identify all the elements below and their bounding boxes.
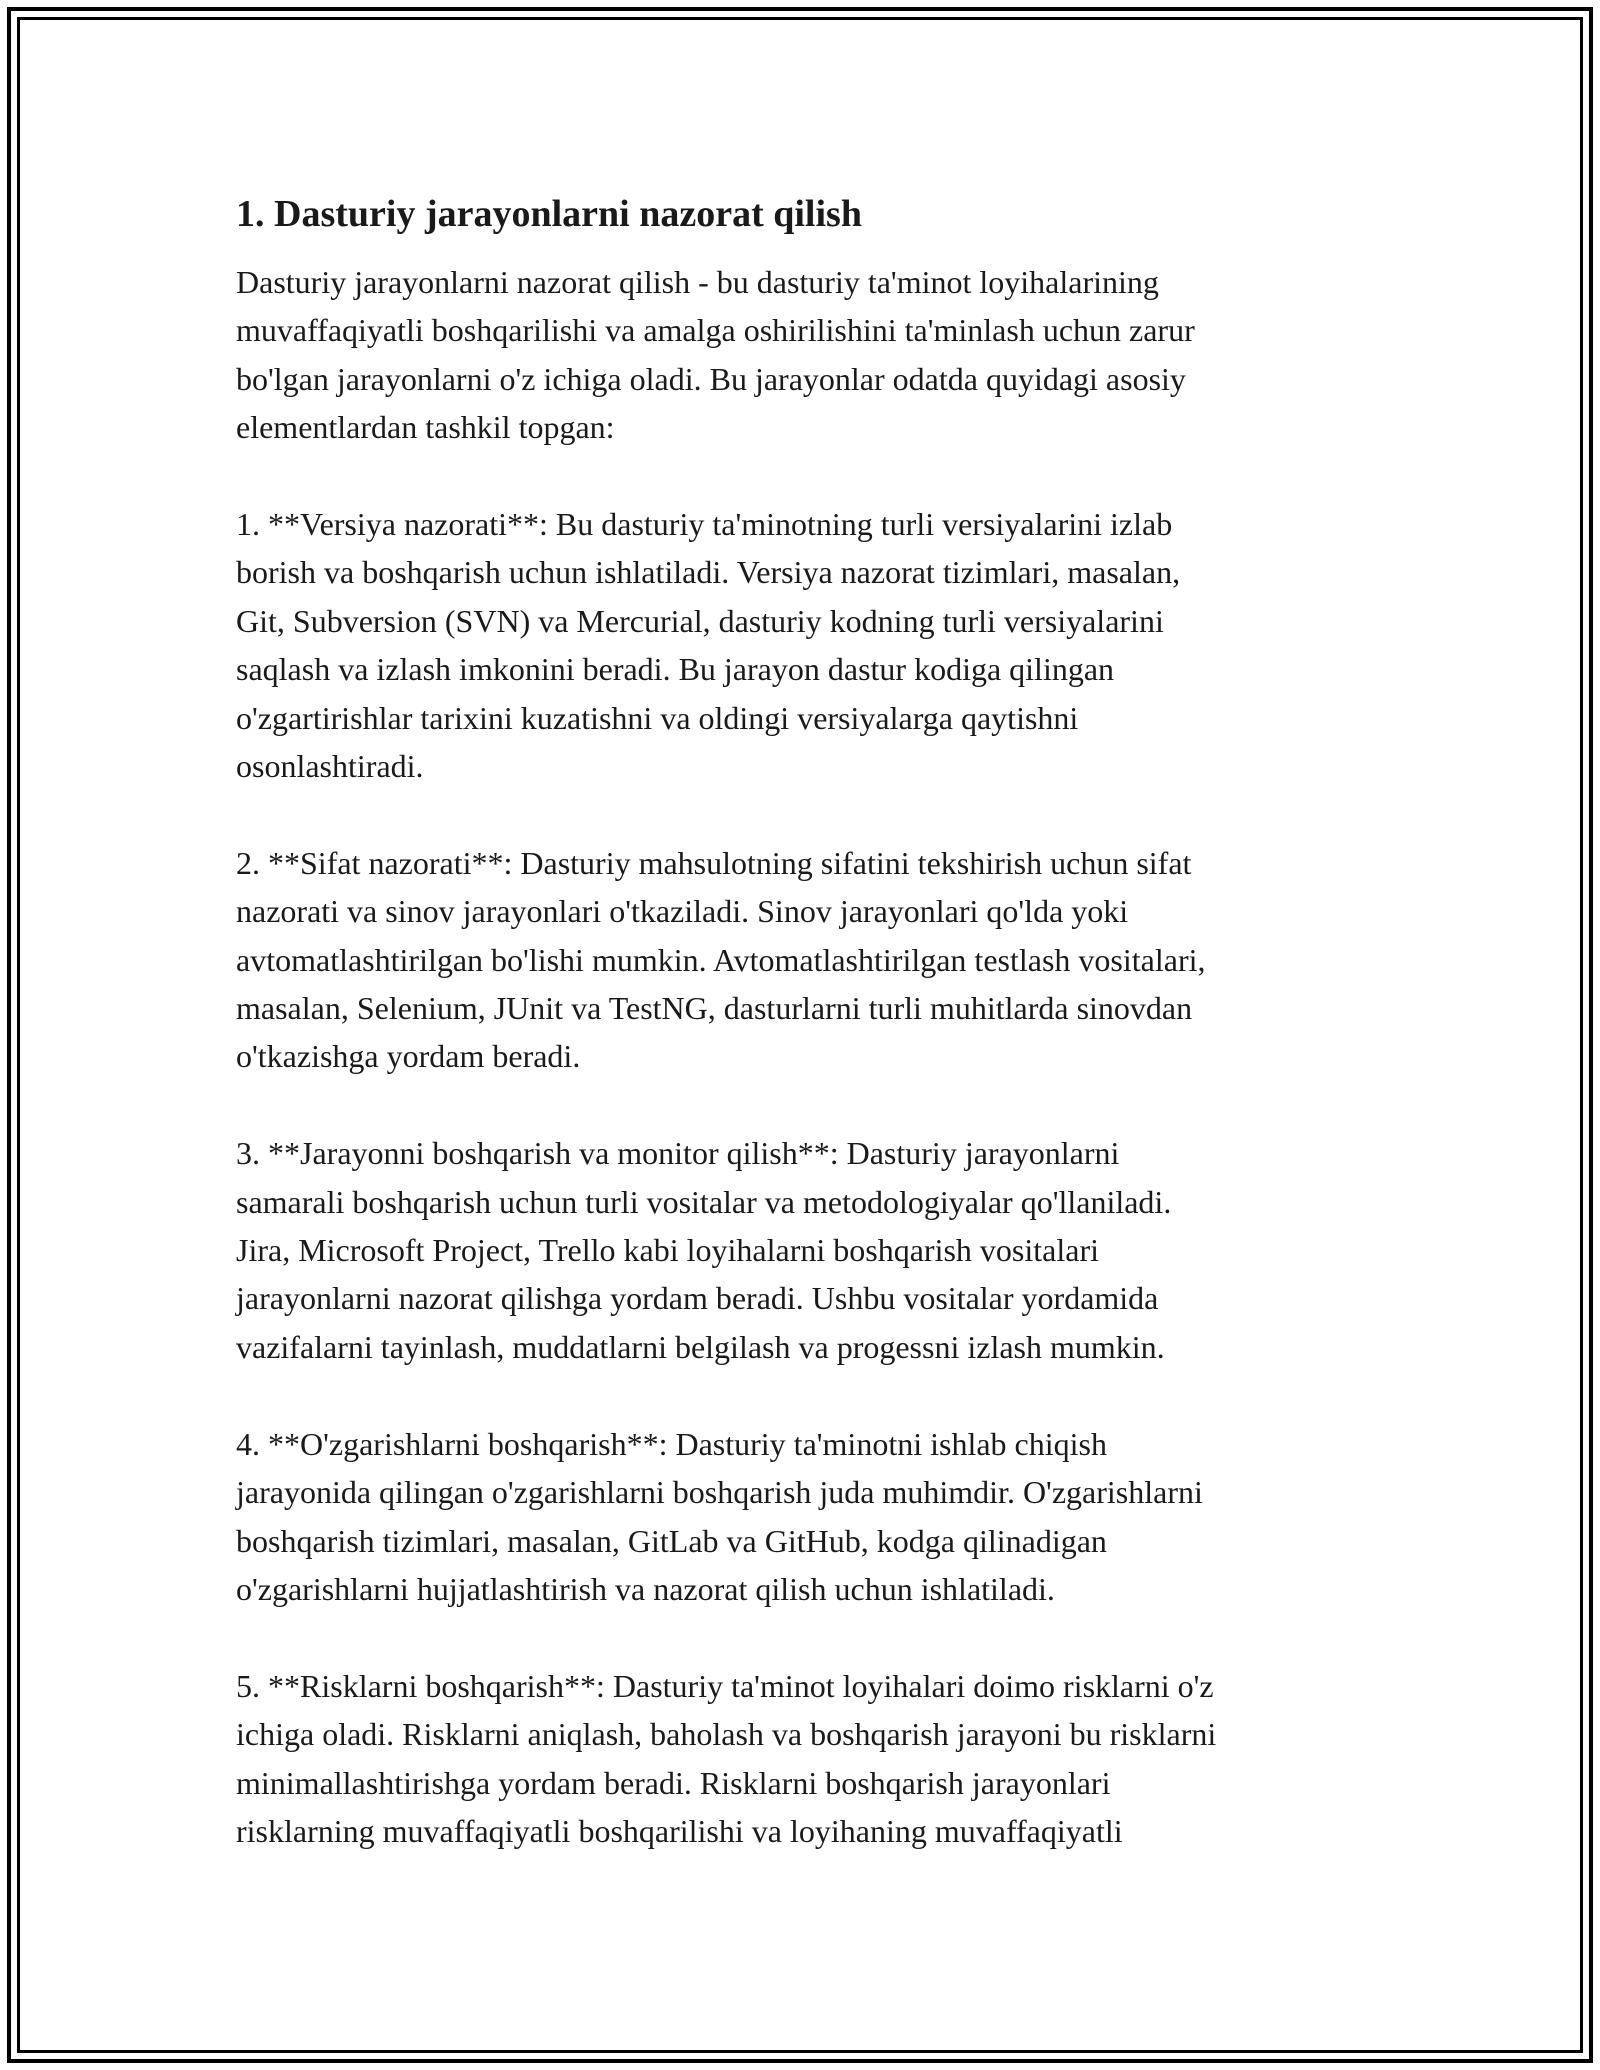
item-process-management xyxy=(236,1129,1376,1371)
text-line: boshqarish tizimlari, masalan, GitLab va GitHub, kodga qilinadigan xyxy=(236,1522,1107,1559)
text-line: ichiga oladi. Risklarni aniqlash, baholash va boshqarish jarayoni bu risklarni xyxy=(236,1716,1217,1753)
text-line: Git, Subversion (SVN) va Mercurial, dasturiy kodning turli versiyalarini xyxy=(236,602,1164,639)
text-line: saqlash va izlash imkonini beradi. Bu jarayon dastur kodiga qilingan xyxy=(236,651,1115,688)
item-version-control xyxy=(236,500,1376,790)
intro-paragraph xyxy=(236,258,1376,452)
text-line: masalan, Selenium, JUnit va TestNG, dasturlarni turli muhitlarda sinovdan xyxy=(236,990,1193,1027)
text-line: minimallashtirishga yordam beradi. Risklarni boshqarish jarayonlari xyxy=(236,1764,1111,1801)
text-line: muvaffaqiyatli boshqarilishi va amalga oshirilishini ta'minlash uchun zarur xyxy=(236,312,1195,349)
text-line: o'zgartirishlar tarixini kuzatishni va oldingi versiyalarga qaytishni xyxy=(236,699,1079,736)
text-line: nazorati va sinov jarayonlari o'tkaziladi. Sinov jarayonlari qo'lda yoki xyxy=(236,893,1129,930)
item-change-management xyxy=(236,1420,1376,1614)
item-risk-management xyxy=(236,1662,1376,1856)
text-line: o'zgarishlarni hujjatlashtirish va nazorat qilish uchun ishlatiladi. xyxy=(236,1570,1055,1607)
item-quality-control xyxy=(236,839,1376,1081)
text-line: elementlardan tashkil topgan: xyxy=(236,409,615,446)
text-line: vazifalarni tayinlash, muddatlarni belgilash va progessni izlash mumkin. xyxy=(236,1328,1165,1365)
text-line: 5. **Risklarni boshqarish**: Dasturiy ta'minot loyihalari doimo risklarni o'z xyxy=(236,1667,1214,1704)
text-line: samarali boshqarish uchun turli vositalar va metodologiyalar qo'llaniladi. xyxy=(236,1183,1172,1220)
text-line: osonlashtiradi. xyxy=(236,748,424,785)
text-line: jarayonlarni nazorat qilishga yordam beradi. Ushbu vositalar yordamida xyxy=(236,1280,1159,1317)
text-line: borish va boshqarish uchun ishlatiladi. Versiya nazorat tizimlari, masalan, xyxy=(236,554,1181,591)
text-line: risklarning muvaffaqiyatli boshqarilishi va loyihaning muvaffaqiyatli xyxy=(236,1812,1123,1849)
text-line: Jira, Microsoft Project, Trello kabi loyihalarni boshqarish vositalari xyxy=(236,1232,1099,1269)
text-line: Dasturiy jarayonlarni nazorat qilish - bu dasturiy ta'minot loyihalarining xyxy=(236,264,1159,300)
text-line: avtomatlashtirilgan bo'lishi mumkin. Avtomatlashtirilgan testlash vositalari, xyxy=(236,941,1206,978)
text-line: 3. **Jarayonni boshqarish va monitor qilish**: Dasturiy jarayonlarni xyxy=(236,1135,1120,1172)
text-line: 1. **Versiya nazorati**: Bu dasturiy ta'minotning turli versiyalarini izlab xyxy=(236,506,1173,543)
document-body xyxy=(236,190,1376,1855)
section-title: 1. Dasturiy jarayonlarni nazorat qilish xyxy=(236,193,862,235)
text-line: o'tkazishga yordam beradi. xyxy=(236,1038,581,1075)
text-line: bo'lgan jarayonlarni o'z ichiga oladi. Bu jarayonlar odatda quyidagi asosiy xyxy=(236,360,1186,397)
text-line: 2. **Sifat nazorati**: Dasturiy mahsulotning sifatini tekshirish uchun sifat xyxy=(236,844,1192,881)
text-line: jarayonida qilingan o'zgarishlarni boshqarish juda muhimdir. O'zgarishlarni xyxy=(236,1474,1203,1511)
text-line: 4. **O'zgarishlarni boshqarish**: Dasturiy ta'minotni ishlab chiqish xyxy=(236,1425,1107,1462)
